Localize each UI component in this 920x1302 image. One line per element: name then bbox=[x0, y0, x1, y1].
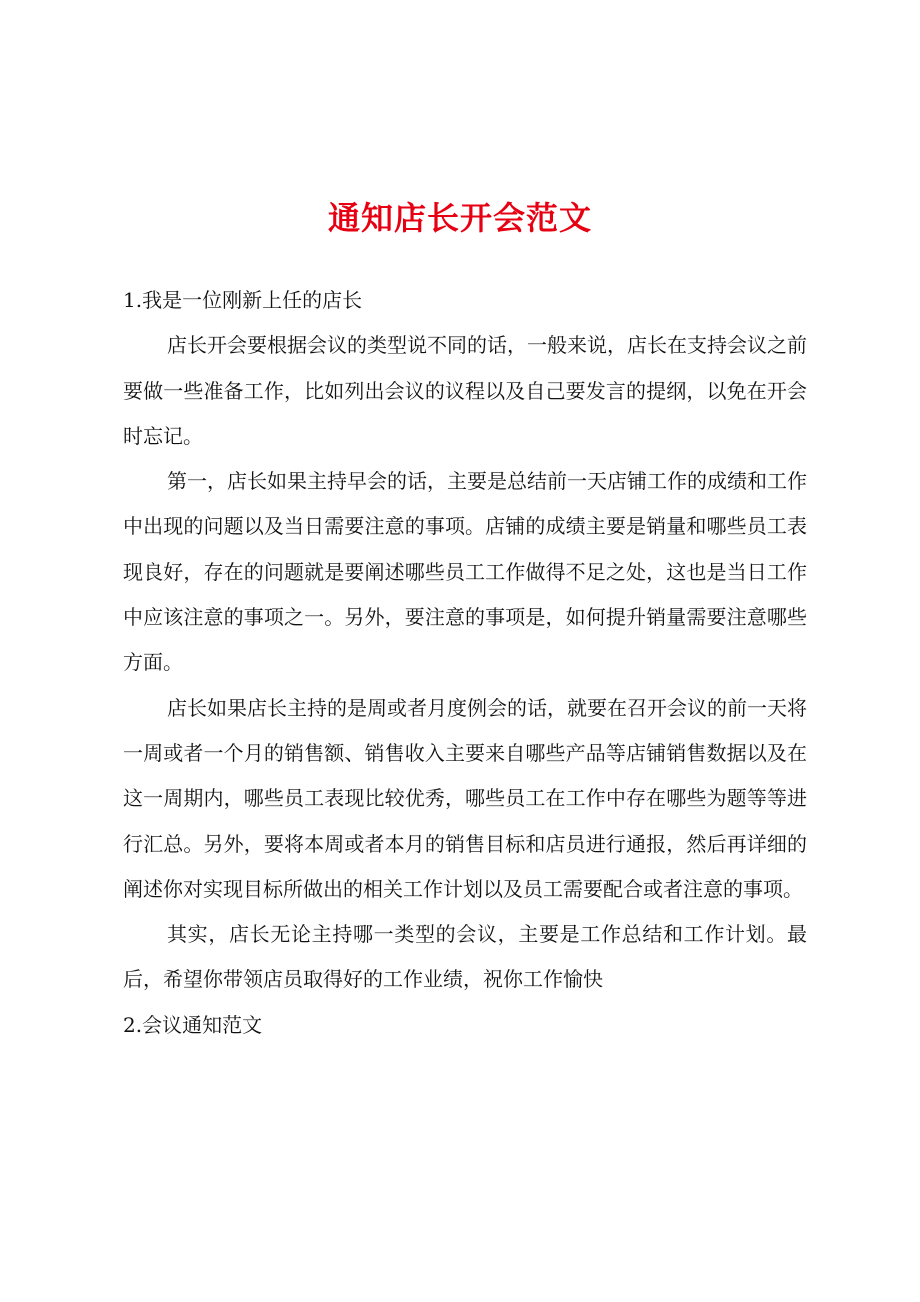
document-title: 通知店长开会范文 bbox=[327, 199, 592, 237]
section-heading: 1.我是一位刚新上任的店长 bbox=[123, 288, 363, 312]
body-paragraph: 其实，店长无论主持哪一类型的会议，主要是工作总结和工作计划。最后，希望你带领店员取得好的工作业绩，祝你工作愉快 bbox=[123, 922, 807, 992]
document-body bbox=[123, 278, 807, 1048]
section-heading: 2.会议通知范文 bbox=[123, 1012, 263, 1037]
body-paragraph: 店长如果店长主持的是周或者月度例会的话，就要在召开会议的前一天将一周或者一个月的销售额、销售收入主要来自哪些产品等店铺销售数据以及在这一周期内，哪些员工表现比较优秀，哪些员工在工作中存在哪些为题等等进行汇总。另外，要将本周或者本月的销售目标和店员进行通报，然后再详细的阐述你对实现目标所做出的相关工作计划以及员工需要配合或者注意的事项。 bbox=[123, 695, 807, 901]
body-paragraph: 店长开会要根据会议的类型说不同的话，一般来说，店长在支持会议之前要做一些准备工作，比如列出会议的议程以及自己要发言的提纲，以免在开会时忘记。 bbox=[123, 333, 807, 448]
body-paragraph: 第一，店长如果主持早会的话，主要是总结前一天店铺工作的成绩和工作中出现的问题以及当日需要注意的事项。店铺的成绩主要是销量和哪些员工表现良好，存在的问题就是要阐述哪些员工工作做得不足之处，这也是当日工作中应该注意的事项之一。另外，要注意的事项是，如何提升销量需要注意哪些方面。 bbox=[123, 469, 807, 675]
